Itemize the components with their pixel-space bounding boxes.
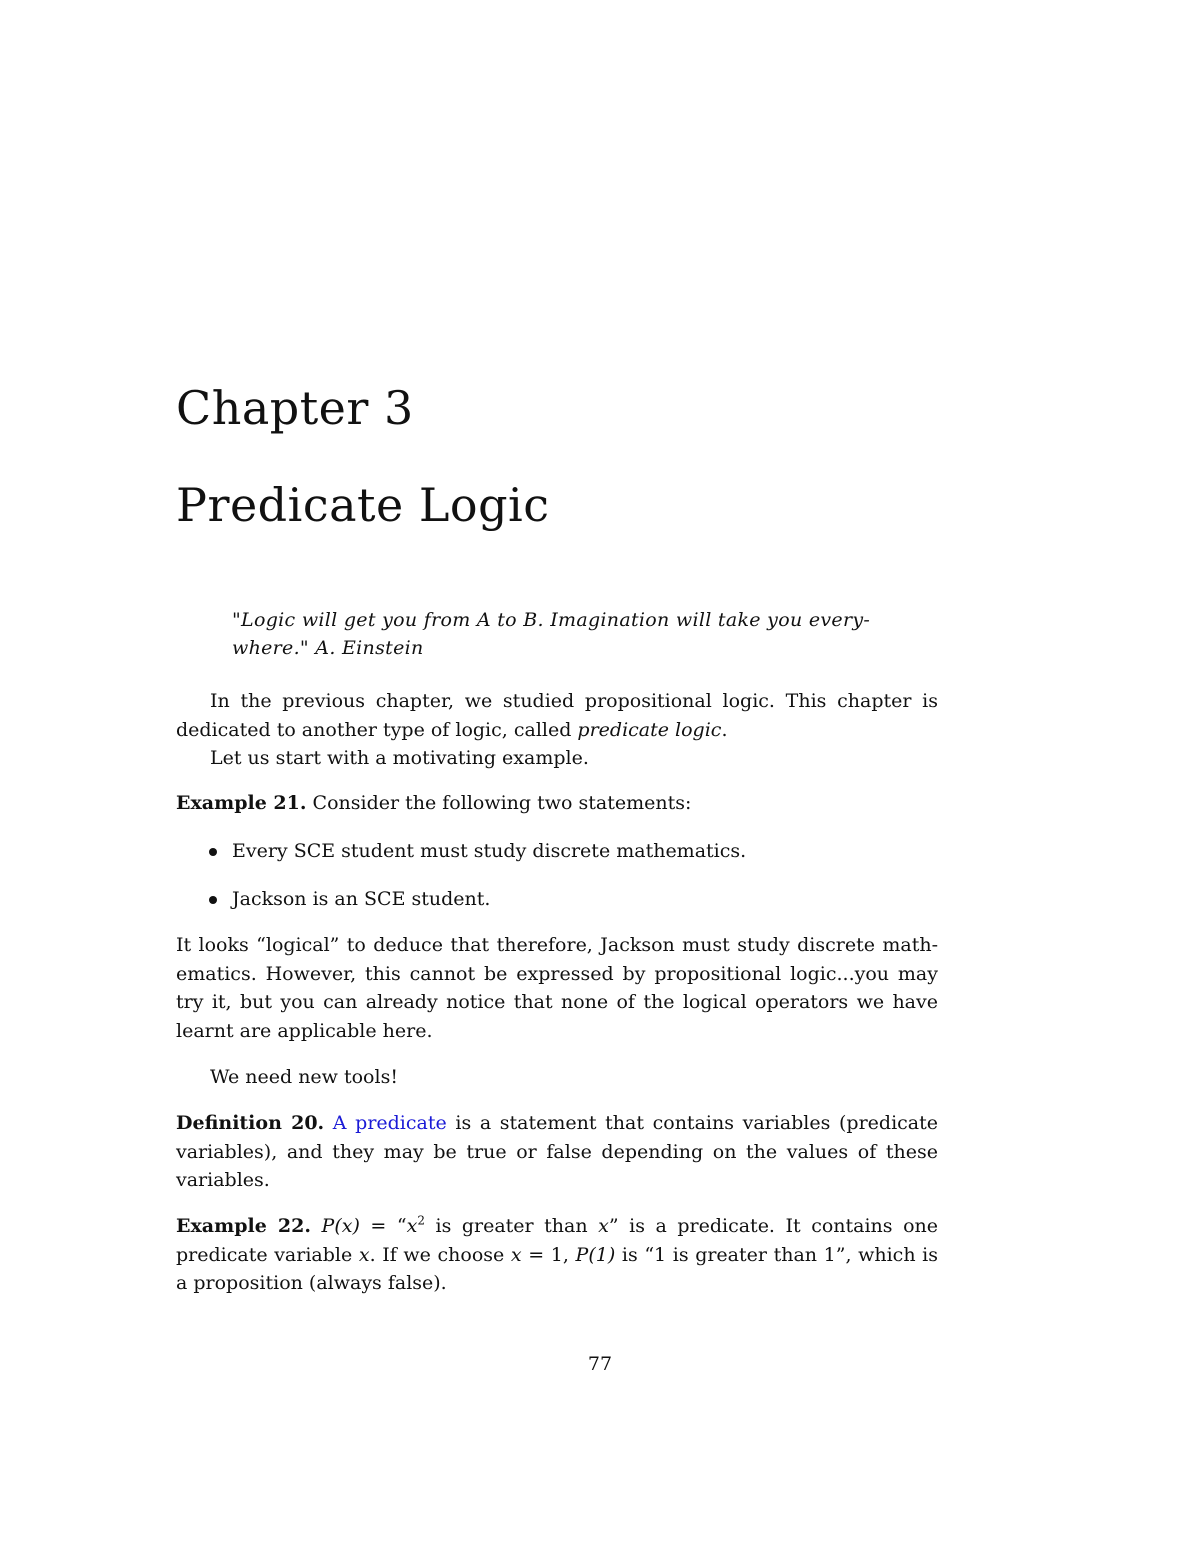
bullet-icon <box>209 848 217 856</box>
example-21-intro <box>176 789 938 818</box>
example-22 <box>176 1212 938 1298</box>
deduction-paragraph: It looks “logical” to deduce that therefore, Jackson must study discrete math-ematics. However, this cannot be expressed by propositional logic...you may try it, but you can already notice that none of the logical operators we have learnt are applicable here. <box>176 934 938 1042</box>
page-number: 77 <box>587 1353 613 1375</box>
list-item <box>208 837 938 865</box>
example-22-label: Example 22. <box>176 1215 311 1237</box>
example-21-label: Example 21. <box>176 792 307 814</box>
statement-list <box>208 837 938 865</box>
chapter-title: Predicate Logic <box>176 478 550 532</box>
example-22-text-5: is “1 is greater than 1”, which is a proposition (always false). <box>176 1243 939 1294</box>
list-item-text: Every SCE student must study discrete mathematics. <box>232 840 747 862</box>
intro-section <box>176 687 938 773</box>
tools-section <box>176 1063 938 1092</box>
intro-text-end: . <box>721 718 728 741</box>
tools-paragraph: We need new tools! <box>210 1066 398 1088</box>
example-22-text-1: is greater than <box>424 1215 599 1237</box>
epigraph-quote: "Logic will get you from A to B. Imagination will take you every-where." <box>232 609 871 659</box>
example-22-paragraph <box>176 1212 938 1298</box>
example-21-discussion <box>176 931 938 1045</box>
motivation-paragraph: Let us start with a motivating example. <box>210 747 589 769</box>
math-x: x <box>358 1243 370 1266</box>
epigraph <box>232 606 892 662</box>
intro-text: In the previous chapter, we studied propositional logic. This chapter is dedicated to another type of logic, called <box>176 690 938 741</box>
definition-20 <box>176 1109 938 1195</box>
list-item <box>208 885 938 913</box>
example-22-text-3: . If we choose <box>369 1243 511 1266</box>
predicate-link[interactable]: A predicate <box>332 1112 447 1134</box>
example-22-text-4: = 1, <box>521 1243 576 1266</box>
example-21 <box>176 789 938 818</box>
bullet-icon <box>209 896 217 904</box>
definition-20-paragraph <box>176 1109 938 1195</box>
example-21-text: Consider the following two statements: <box>312 792 692 814</box>
example-22-text-2: ” is a predicate. It contains one predicate variable <box>176 1215 938 1266</box>
statement-list-2 <box>208 885 938 913</box>
definition-20-label: Definition 20. <box>176 1112 325 1134</box>
math-px: P(x) <box>321 1215 360 1237</box>
predicate-logic-term: predicate logic <box>577 718 722 741</box>
math-x: x <box>598 1215 609 1237</box>
intro-paragraph <box>176 687 938 744</box>
math-x: x <box>510 1243 522 1266</box>
epigraph-author: A. Einstein <box>315 637 424 659</box>
math-exponent: 2 <box>417 1213 425 1228</box>
list-item-text: Jackson is an SCE student. <box>232 888 491 910</box>
math-x: x <box>406 1215 418 1237</box>
math-eq: = “ <box>359 1215 407 1237</box>
math-p1: P(1) <box>575 1243 616 1266</box>
chapter-label: Chapter 3 <box>176 381 414 435</box>
definition-20-text: is a statement that contains variables (predicate variables), and they may be true or false depending on the values of these variables. <box>176 1112 938 1191</box>
